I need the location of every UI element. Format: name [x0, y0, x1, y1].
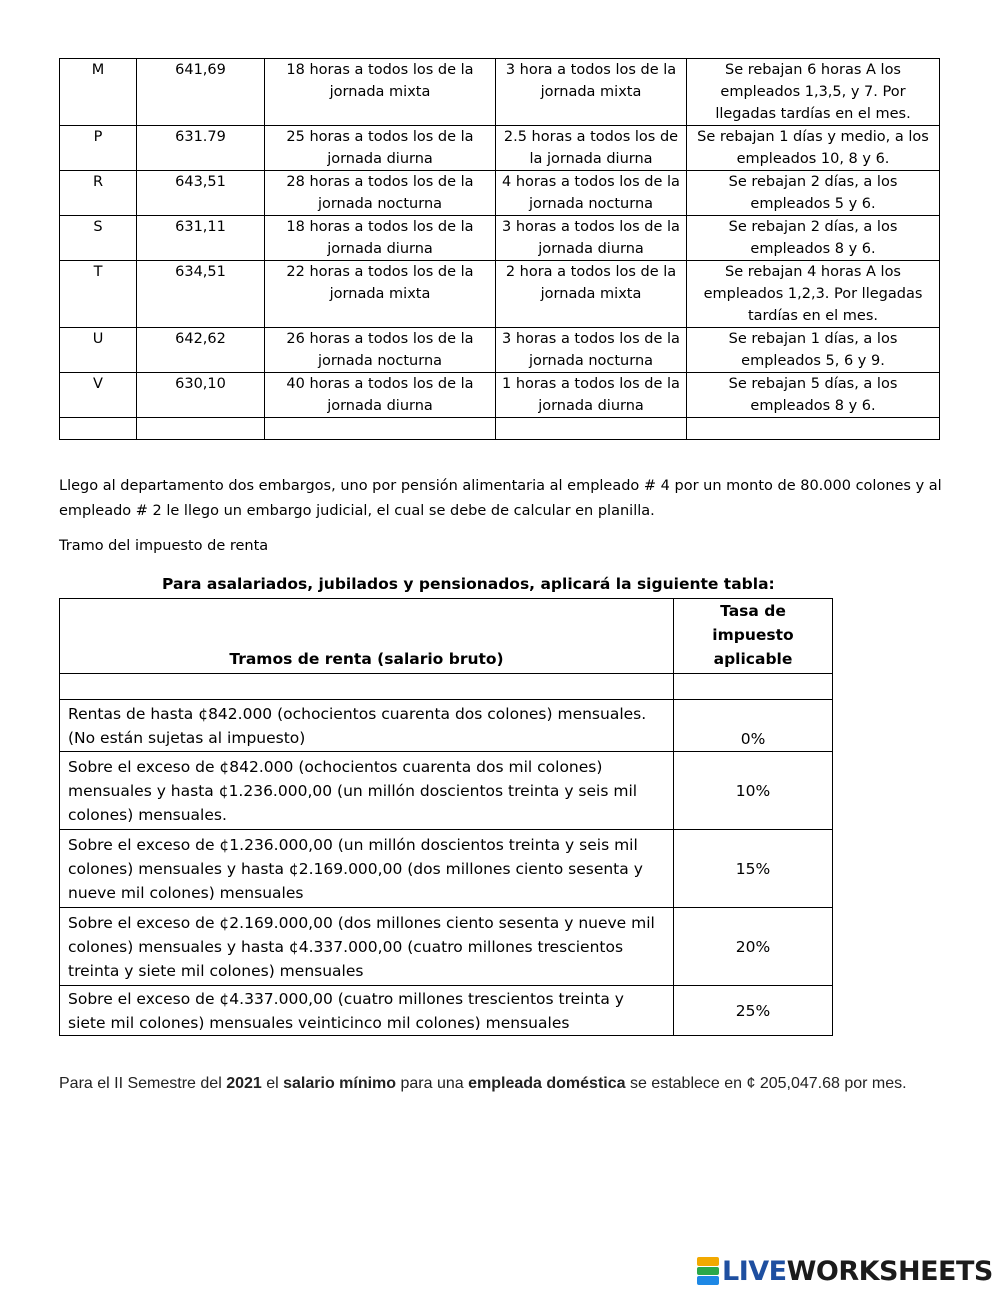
empty-cell [687, 418, 940, 440]
note-minimum-wage: salario mínimo [283, 1075, 397, 1092]
logo-part-worksheets: WORKSHEETS [786, 1255, 993, 1287]
liveworksheets-logo[interactable] [697, 1256, 993, 1286]
empty-cell [60, 418, 137, 440]
liveworksheets-logo-icon [697, 1257, 719, 1285]
payroll-table [59, 58, 940, 440]
row-extra-hours-2: 2 hora a todos los de la jornada mixta [496, 261, 687, 328]
tax-header-row [60, 599, 833, 674]
row-extra-hours: 40 horas a todos los de la jornada diurna [265, 373, 496, 418]
row-amount: 631.79 [137, 126, 265, 171]
row-amount: 630,10 [137, 373, 265, 418]
table-row [60, 328, 940, 373]
tax-brackets-table [59, 598, 833, 1036]
row-letter: P [60, 126, 137, 171]
logo-wordmark [722, 1256, 993, 1287]
row-letter: S [60, 216, 137, 261]
table-row [60, 126, 940, 171]
bracket-text: Sobre el exceso de ¢2.169.000,00 (dos millones ciento sesenta y nueve mil colones) mensuales y hasta ¢4.337.000,00 (cuatro millones trescientos treinta y siete mil colones) mensuales [60, 908, 674, 986]
row-letter: R [60, 171, 137, 216]
empty-cell [496, 418, 687, 440]
blank-row [60, 674, 833, 700]
minimum-wage-note [59, 1073, 949, 1094]
empty-cell [265, 418, 496, 440]
bracket-text: Sobre el exceso de ¢4.337.000,00 (cuatro millones trescientos treinta y siete mil colones) mensuales veinticinco mil colones) mensuales [60, 986, 674, 1036]
logo-block [697, 1267, 719, 1276]
row-amount: 634,51 [137, 261, 265, 328]
table-row [60, 700, 833, 752]
rate-value: 10% [674, 752, 833, 830]
row-extra-hours: 18 horas a todos los de la jornada diurna [265, 216, 496, 261]
row-deduction: Se rebajan 5 días, a los empleados 8 y 6. [687, 373, 940, 418]
row-letter: T [60, 261, 137, 328]
row-extra-hours-2: 3 horas a todos los de la jornada nocturna [496, 328, 687, 373]
note-text: Para el II Semestre del [59, 1075, 227, 1092]
row-amount: 643,51 [137, 171, 265, 216]
row-extra-hours: 28 horas a todos los de la jornada nocturna [265, 171, 496, 216]
row-extra-hours: 25 horas a todos los de la jornada diurna [265, 126, 496, 171]
table-row [60, 373, 940, 418]
row-deduction: Se rebajan 1 días y medio, a los empleados 10, 8 y 6. [687, 126, 940, 171]
note-text: se establece en ¢ 205,047.68 por mes. [625, 1075, 907, 1092]
tax-table-title: Para asalariados, jubilados y pensionados, aplicará la siguiente tabla: [162, 575, 775, 593]
note-year: 2021 [226, 1075, 262, 1092]
tramo-heading: Tramo del impuesto de renta [59, 538, 269, 554]
row-deduction: Se rebajan 6 horas A los empleados 1,3,5, y 7. Por llegadas tardías en el mes. [687, 59, 940, 126]
note-domestic-worker: empleada doméstica [468, 1075, 626, 1092]
bracket-text: Rentas de hasta ¢842.000 (ochocientos cuarenta dos colones) mensuales. (No están sujetas al impuesto) [60, 700, 674, 752]
embargo-paragraph: Llego al departamento dos embargos, uno por pensión alimentaria al empleado # 4 por un monto de 80.000 colones y al empleado # 2 le llego un embargo judicial, el cual se debe de calcular en planilla. [59, 478, 942, 519]
row-deduction: Se rebajan 2 días, a los empleados 8 y 6. [687, 216, 940, 261]
bracket-text: Sobre el exceso de ¢1.236.000,00 (un millón doscientos treinta y seis mil colones) mensuales y hasta ¢2.169.000,00 (dos millones ciento sesenta y nueve mil colones) mensuales [60, 830, 674, 908]
empty-cell [60, 674, 674, 700]
note-text: para una [396, 1075, 469, 1092]
row-extra-hours-2: 3 horas a todos los de la jornada diurna [496, 216, 687, 261]
logo-block [697, 1257, 719, 1266]
row-extra-hours-2: 2.5 horas a todos los de la jornada diurna [496, 126, 687, 171]
row-amount: 631,11 [137, 216, 265, 261]
row-letter: U [60, 328, 137, 373]
empty-cell [674, 674, 833, 700]
row-extra-hours-2: 1 horas a todos los de la jornada diurna [496, 373, 687, 418]
header-rate: Tasa de impuesto aplicable [674, 599, 833, 674]
rate-value: 25% [674, 986, 833, 1036]
table-row [60, 171, 940, 216]
note-text: el [261, 1075, 284, 1092]
empty-table-row [60, 418, 940, 440]
logo-part-live: LIVE [722, 1255, 787, 1287]
row-letter: M [60, 59, 137, 126]
rate-value: 20% [674, 908, 833, 986]
row-extra-hours-2: 4 horas a todos los de la jornada nocturna [496, 171, 687, 216]
table-row [60, 752, 833, 830]
row-extra-hours-2: 3 hora a todos los de la jornada mixta [496, 59, 687, 126]
bracket-text: Sobre el exceso de ¢842.000 (ochocientos cuarenta dos mil colones) mensuales y hasta ¢1.236.000,00 (un millón doscientos treinta y seis mil colones) mensuales. [60, 752, 674, 830]
table-row [60, 908, 833, 986]
row-letter: V [60, 373, 137, 418]
header-bracket: Tramos de renta (salario bruto) [60, 599, 674, 674]
row-extra-hours: 26 horas a todos los de la jornada nocturna [265, 328, 496, 373]
row-amount: 642,62 [137, 328, 265, 373]
row-deduction: Se rebajan 4 horas A los empleados 1,2,3. Por llegadas tardías en el mes. [687, 261, 940, 328]
table-row [60, 216, 940, 261]
empty-cell [137, 418, 265, 440]
table-row [60, 59, 940, 126]
row-deduction: Se rebajan 2 días, a los empleados 5 y 6. [687, 171, 940, 216]
row-amount: 641,69 [137, 59, 265, 126]
row-deduction: Se rebajan 1 días, a los empleados 5, 6 y 9. [687, 328, 940, 373]
table-row [60, 830, 833, 908]
table-row [60, 986, 833, 1036]
table-row [60, 261, 940, 328]
logo-block [697, 1276, 719, 1285]
rate-value: 0% [674, 700, 833, 752]
row-extra-hours: 18 horas a todos los de la jornada mixta [265, 59, 496, 126]
row-extra-hours: 22 horas a todos los de la jornada mixta [265, 261, 496, 328]
rate-value: 15% [674, 830, 833, 908]
